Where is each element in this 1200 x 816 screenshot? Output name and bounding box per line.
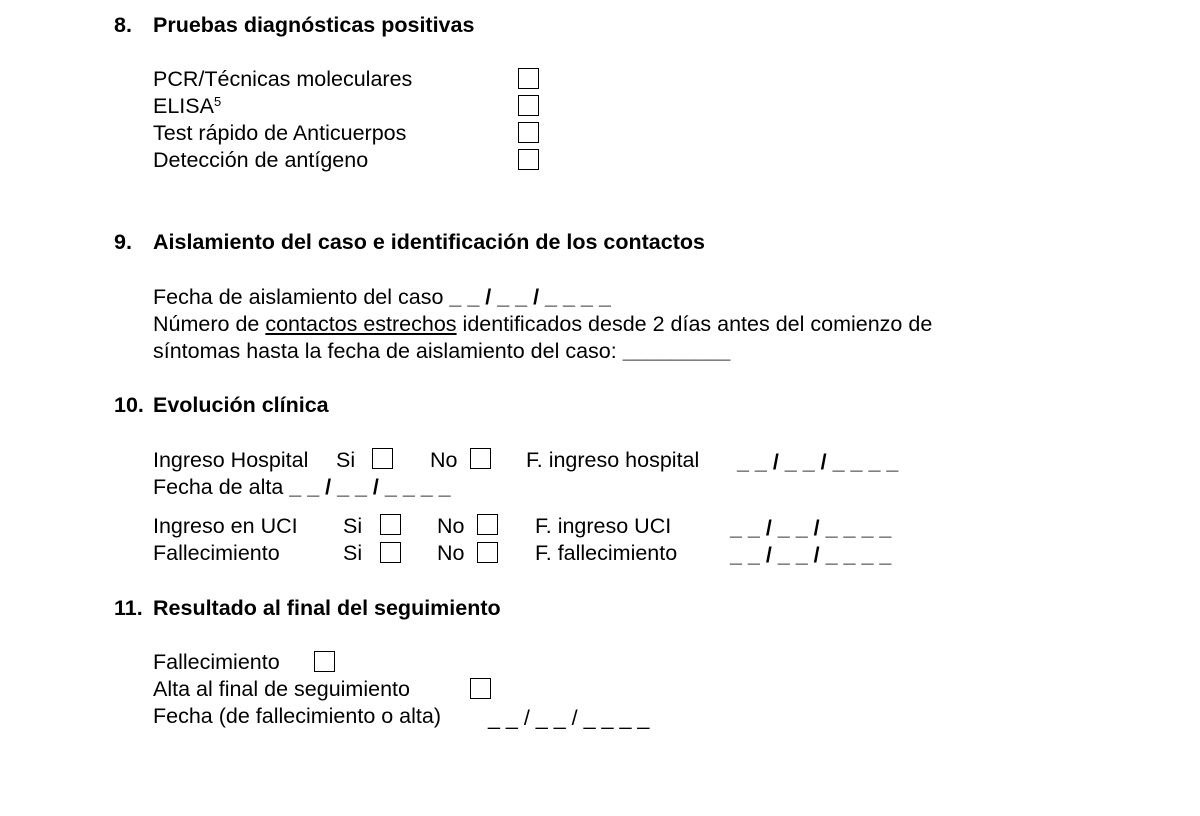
test-rapido-label: Test rápido de Anticuerpos (153, 121, 407, 145)
f-ingreso-hospital-blank[interactable]: _ _ / _ _ / _ _ _ _ (737, 450, 899, 474)
antigeno-checkbox[interactable] (518, 149, 539, 170)
section-11-heading (114, 595, 501, 621)
contactos-post: identificados desde 2 días antes del comienzo de (462, 312, 933, 336)
ingreso-hospital-si-label: Si (336, 448, 356, 472)
section-9-number: 9. (114, 230, 132, 254)
section-10-number: 10. (114, 393, 144, 417)
section-8-number: 8. (114, 13, 132, 37)
ingreso-hospital-no-checkbox[interactable] (470, 448, 491, 469)
ingreso-uci-no-label: No (437, 514, 465, 538)
contactos-line-2-text: síntomas hasta la fecha de aislamiento del caso: (153, 339, 617, 363)
resultado-fallecimiento-checkbox[interactable] (314, 651, 335, 672)
fecha-aislamiento-blank[interactable]: _ _ / _ _ / _ _ _ _ (449, 285, 611, 309)
fallecimiento-si-label: Si (343, 541, 363, 565)
elisa-label (153, 93, 221, 119)
elisa-text: ELISA (153, 94, 214, 118)
fallecimiento-no-checkbox[interactable] (477, 542, 498, 563)
f-fallecimiento-label: F. fallecimiento (535, 541, 678, 565)
ingreso-uci-label: Ingreso en UCI (153, 514, 298, 538)
ingreso-uci-si-checkbox[interactable] (380, 514, 401, 535)
test-rapido-checkbox[interactable] (518, 122, 539, 143)
fecha-alta-blank[interactable]: _ _ / _ _ / _ _ _ _ (289, 475, 451, 499)
contactos-estrechos-link: contactos estrechos (265, 312, 457, 336)
contactos-pre: Número de (153, 312, 260, 336)
antigeno-label: Detección de antígeno (153, 148, 369, 172)
contactos-count-blank[interactable]: _________ (622, 339, 731, 363)
f-ingreso-uci-blank[interactable]: _ _ / _ _ / _ _ _ _ (730, 516, 892, 540)
elisa-footnote: 5 (213, 94, 222, 109)
section-9-title: Aislamiento del caso e identificación de los contactos (153, 230, 705, 254)
elisa-checkbox[interactable] (518, 95, 539, 116)
fecha-alta-row (153, 474, 451, 500)
section-9-heading (114, 229, 705, 255)
ingreso-hospital-no-label: No (430, 448, 458, 472)
resultado-fecha-blank[interactable]: _ _ / _ _ / _ _ _ _ (488, 706, 650, 730)
resultado-alta-label: Alta al final de seguimiento (153, 677, 410, 701)
fecha-aislamiento-row (153, 284, 611, 310)
section-8-title: Pruebas diagnósticas positivas (153, 13, 475, 37)
ingreso-hospital-si-checkbox[interactable] (372, 448, 393, 469)
fallecimiento-si-checkbox[interactable] (380, 542, 401, 563)
contactos-line-2 (153, 338, 730, 364)
pcr-checkbox[interactable] (518, 68, 539, 89)
section-10-heading (114, 392, 329, 418)
f-ingreso-uci-label: F. ingreso UCI (535, 514, 672, 538)
ingreso-uci-si-label: Si (343, 514, 363, 538)
contactos-line-1 (153, 311, 932, 337)
ingreso-hospital-label: Ingreso Hospital (153, 448, 309, 472)
fecha-alta-label: Fecha de alta (153, 475, 284, 499)
fallecimiento-label: Fallecimiento (153, 541, 280, 565)
resultado-fallecimiento-label: Fallecimiento (153, 650, 280, 674)
section-8-heading (114, 12, 474, 38)
fallecimiento-no-label: No (437, 541, 465, 565)
fecha-aislamiento-label: Fecha de aislamiento del caso (153, 285, 444, 309)
resultado-alta-checkbox[interactable] (470, 678, 491, 699)
f-ingreso-hospital-label: F. ingreso hospital (526, 448, 700, 472)
resultado-fecha-label: Fecha (de fallecimiento o alta) (153, 704, 442, 728)
ingreso-uci-no-checkbox[interactable] (477, 514, 498, 535)
section-11-number: 11. (114, 596, 143, 620)
pcr-label: PCR/Técnicas moleculares (153, 67, 413, 91)
section-11-title: Resultado al final del seguimiento (153, 596, 501, 620)
f-fallecimiento-blank[interactable]: _ _ / _ _ / _ _ _ _ (730, 543, 892, 567)
section-10-title: Evolución clínica (153, 393, 329, 417)
